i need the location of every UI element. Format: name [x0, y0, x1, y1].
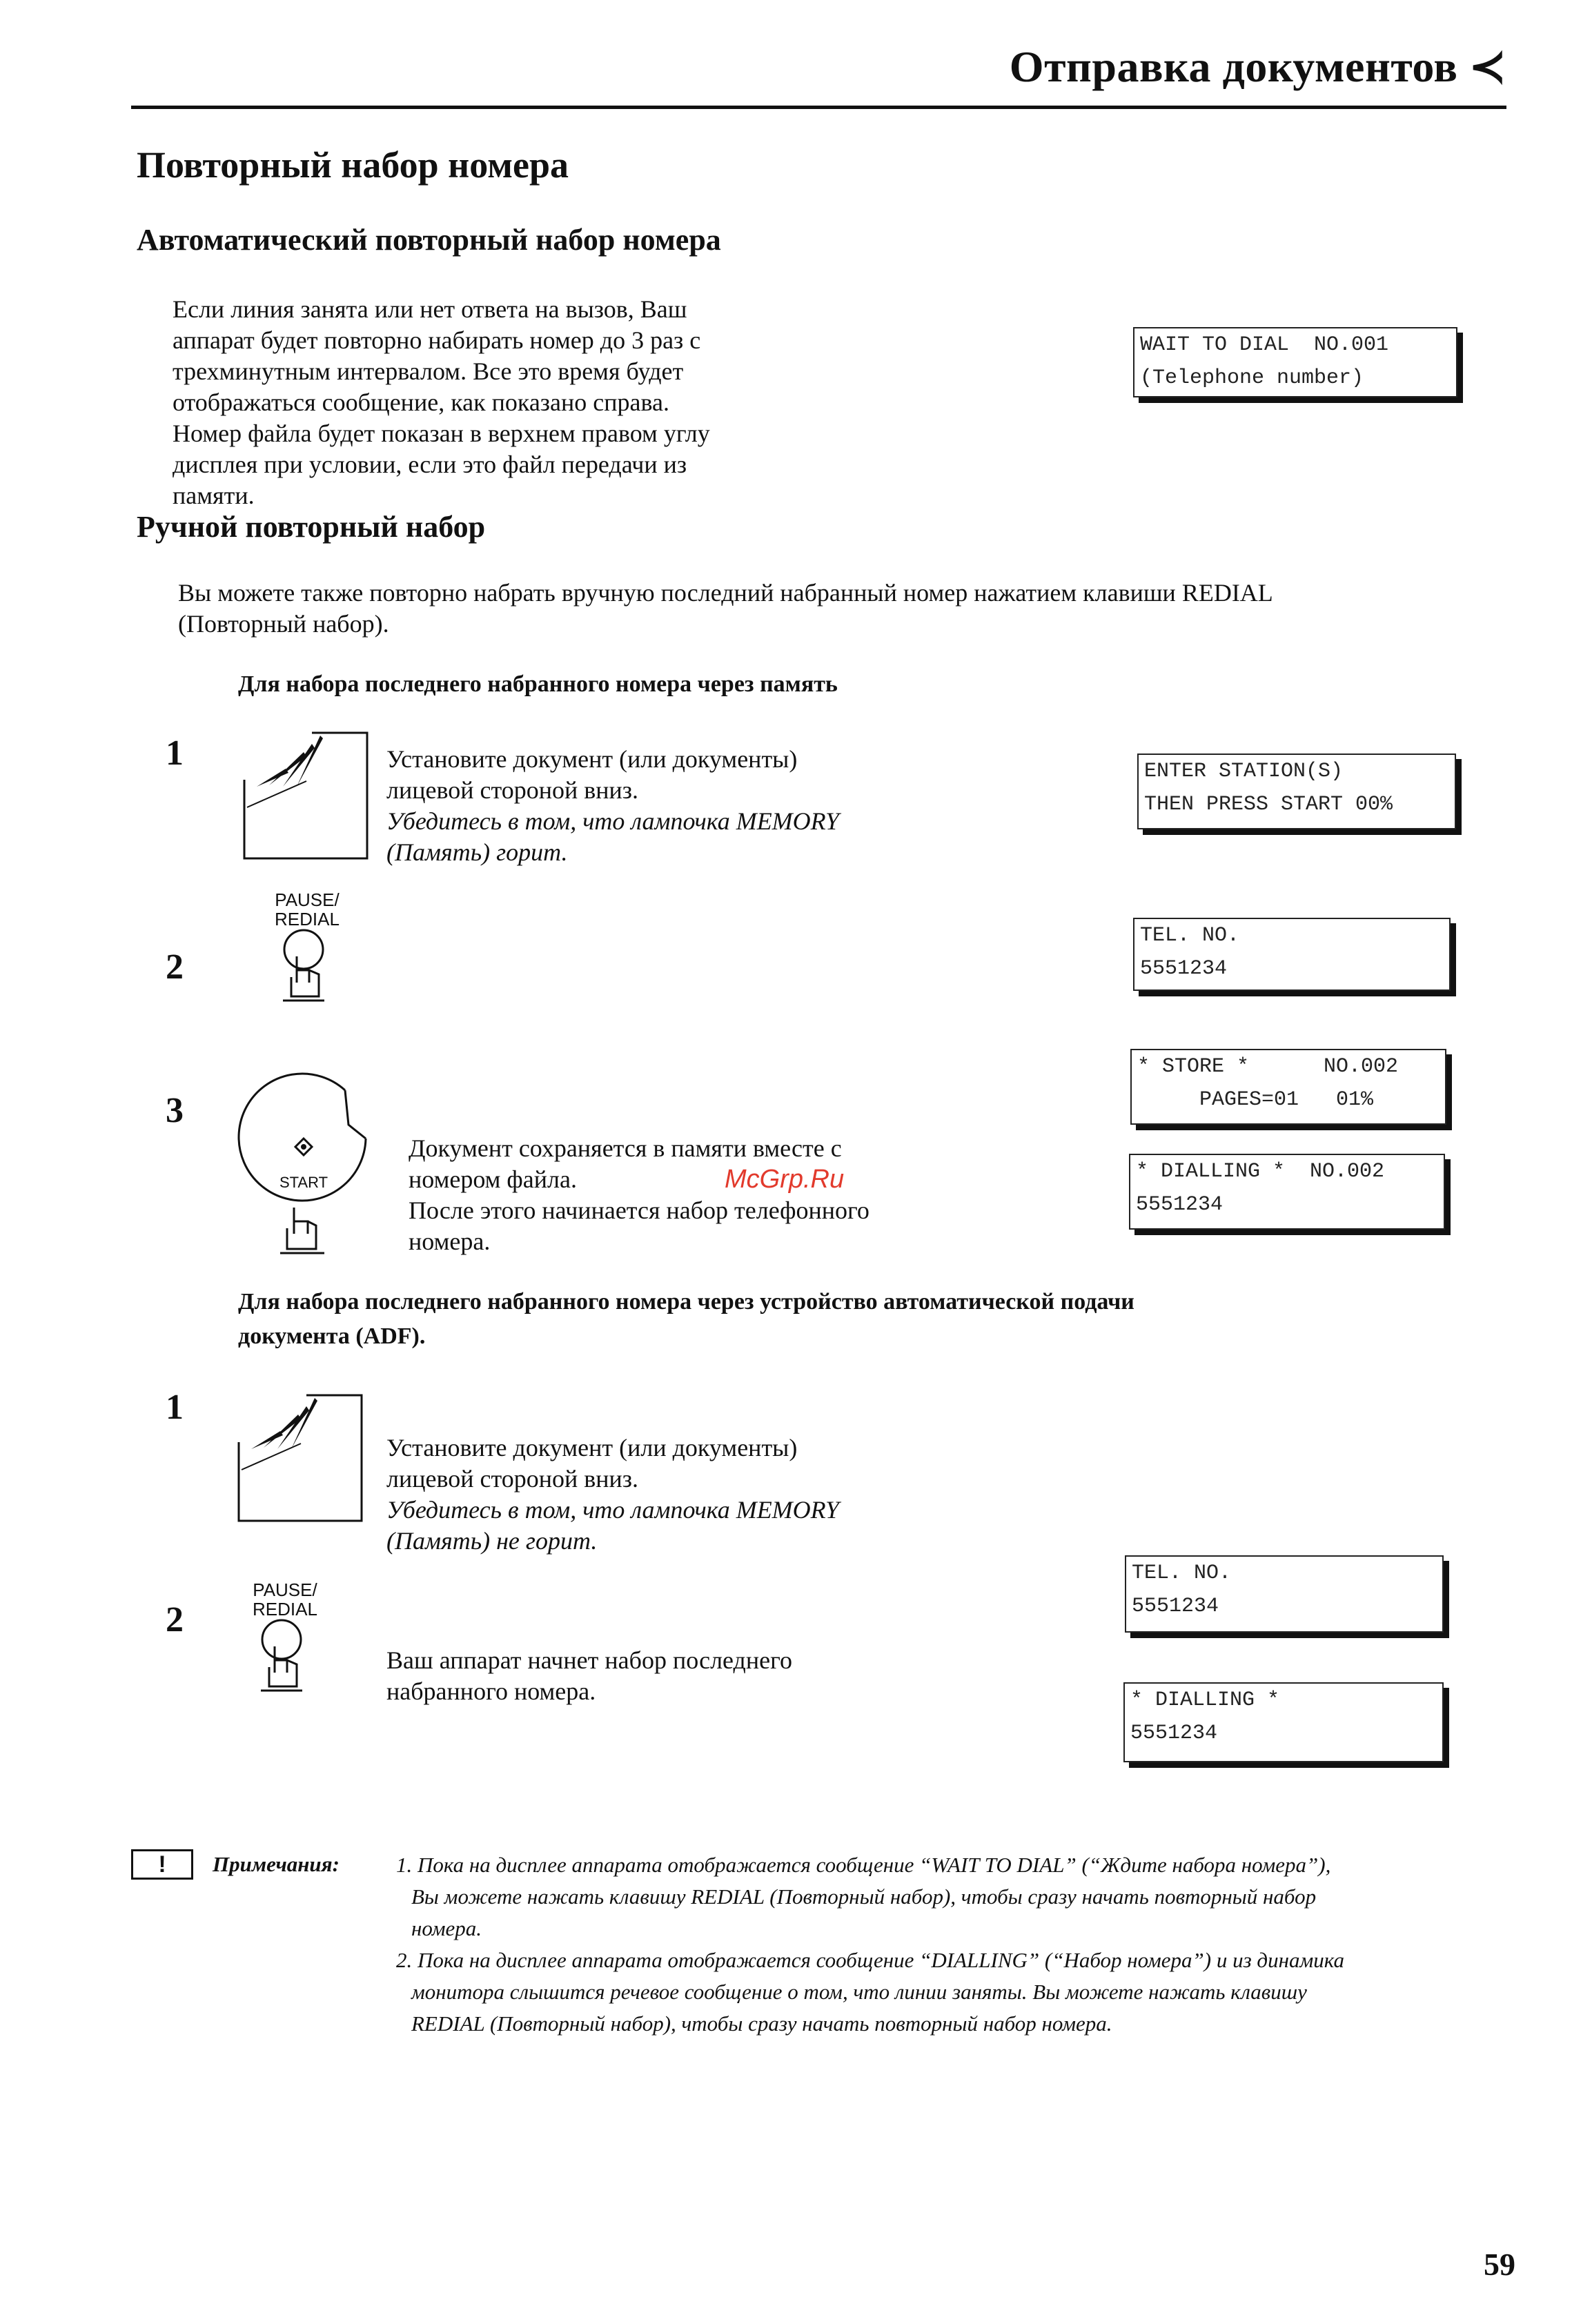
- text-line: После этого начинается набор телефонного: [409, 1197, 869, 1224]
- page-number: 59: [1484, 2247, 1515, 2282]
- text-line: дисплея при условии, если это файл передачи из: [173, 451, 687, 478]
- note-line: номера.: [411, 1916, 482, 1940]
- text-line: Убедитесь в том, что лампочка MEMORY: [386, 807, 840, 835]
- text-line: (Повторный набор).: [178, 610, 389, 638]
- text-line: Номер файла будет показан в верхнем правом углу: [173, 420, 710, 447]
- text-line: отображаться сообщение, как показано справа.: [173, 388, 669, 416]
- lcd-line: * DIALLING *: [1130, 1688, 1280, 1712]
- text-line: Установите документ (или документы): [386, 745, 798, 773]
- step-number: 2: [166, 1600, 184, 1639]
- text-line: лицевой стороной вниз.: [386, 776, 639, 804]
- header-rule: [131, 106, 1506, 109]
- lcd-line: 5551234: [1132, 1595, 1219, 1618]
- auto-redial-heading: Автоматический повторный набор номера: [137, 223, 721, 257]
- text-line: Ваш аппарат начнет набор последнего: [386, 1646, 792, 1674]
- lcd-line: 5551234: [1136, 1193, 1224, 1217]
- text-line: Убедитесь в том, что лампочка MEMORY: [386, 1496, 840, 1524]
- note-line: REDIAL (Повторный набор), чтобы сразу начать повторный набор номера.: [411, 2011, 1112, 2036]
- text-line: документа (ADF).: [238, 1323, 426, 1349]
- text-line: аппарат будет повторно набирать номер до 3 раз с: [173, 326, 701, 354]
- text-line: Документ сохраняется в памяти вместе с: [409, 1134, 842, 1162]
- pause-redial-key-label: [262, 890, 352, 929]
- text-line: трехминутным интервалом. Все это время будет: [173, 357, 684, 385]
- warning-icon: !: [131, 1849, 193, 1880]
- lcd-line: * DIALLING * NO.002: [1136, 1160, 1385, 1183]
- key-label-line: PAUSE/: [253, 1579, 317, 1600]
- adf-step2-text: [386, 1645, 792, 1707]
- text-line: Для набора последнего набранного номера через устройство автоматической подачи: [238, 1289, 1134, 1314]
- text-line: памяти.: [173, 482, 255, 509]
- adf-step1-text: [386, 1432, 839, 1557]
- text-line: набранного номера.: [386, 1677, 596, 1705]
- memory-step3-text: [409, 1133, 869, 1257]
- header-title: Отправка документов: [1009, 42, 1458, 91]
- memory-step1-text: [386, 744, 839, 868]
- lcd-tel-no: [1133, 918, 1451, 991]
- step-number: 1: [166, 733, 184, 773]
- lcd-line: TEL. NO.: [1132, 1562, 1232, 1585]
- redial-key-press-icon: [276, 929, 331, 1005]
- text-line: Если линия занята или нет ответа на вызов, Ваш: [173, 295, 687, 323]
- note-line: 2. Пока на дисплее аппарата отображается сообщение “DIALLING” (“Набор номера”) и из динамика: [396, 1948, 1345, 1972]
- key-label-line: REDIAL: [253, 1599, 317, 1619]
- key-label-line: REDIAL: [275, 909, 340, 929]
- manual-redial-heading: Ручной повторный набор: [137, 510, 486, 544]
- notes-text: [396, 1849, 1344, 2040]
- step-number: 3: [166, 1091, 184, 1130]
- key-label-line: PAUSE/: [275, 889, 340, 910]
- lcd-wait-to-dial: [1133, 327, 1457, 397]
- lcd-line: (Telephone number): [1140, 366, 1364, 390]
- document-feed-icon: [243, 731, 370, 860]
- watermark: McGrp.Ru: [725, 1165, 845, 1194]
- note-line: 1. Пока на дисплее аппарата отображается сообщение “WAIT TO DIAL” (“Ждите набора номера”),: [396, 1853, 1331, 1877]
- section-title: Повторный набор номера: [137, 144, 569, 186]
- lcd-line: PAGES=01 01%: [1137, 1088, 1374, 1112]
- step-number: 2: [166, 947, 184, 987]
- adf-subheading: [238, 1285, 1134, 1354]
- text-line: номера.: [409, 1228, 491, 1255]
- text-line: Установите документ (или документы): [386, 1434, 798, 1461]
- redial-key-press-icon: [254, 1619, 309, 1695]
- text-line: Вы можете также повторно набрать вручную последний набранный номер нажатием клавиши REDIAL: [178, 579, 1273, 607]
- lcd-line: 5551234: [1130, 1722, 1218, 1745]
- notes-label: Примечания:: [213, 1852, 340, 1876]
- memory-subheading: Для набора последнего набранного номера через память: [238, 671, 838, 697]
- lcd-store: [1130, 1049, 1446, 1125]
- lcd-line: * STORE * NO.002: [1137, 1055, 1399, 1079]
- start-key-label: START: [279, 1174, 328, 1191]
- lcd-dialling-adf: [1123, 1682, 1444, 1762]
- note-line: монитора слышится речевое сообщение о том, что линии заняты. Вы можете нажать клавишу: [411, 1980, 1307, 2004]
- lcd-line: THEN PRESS START 00%: [1144, 793, 1393, 816]
- manual-redial-text: [178, 578, 1273, 640]
- lcd-enter-station: [1137, 754, 1456, 829]
- text-line: лицевой стороной вниз.: [386, 1465, 639, 1493]
- lcd-line: ENTER STATION(S): [1144, 760, 1344, 783]
- document-feed-icon: [237, 1394, 364, 1522]
- text-line: (Память) горит.: [386, 838, 568, 866]
- pause-redial-key-label: [240, 1580, 330, 1619]
- lcd-line: WAIT TO DIAL NO.001: [1140, 333, 1389, 357]
- header-arrow-icon: ≺: [1468, 42, 1506, 91]
- step-number: 1: [166, 1388, 184, 1427]
- text-line: номером файла.: [409, 1165, 577, 1193]
- running-header: [1010, 41, 1506, 92]
- auto-redial-text: [173, 294, 710, 511]
- lcd-tel-no-adf: [1125, 1555, 1444, 1633]
- lcd-line: TEL. NO.: [1140, 924, 1240, 947]
- lcd-line: 5551234: [1140, 957, 1228, 981]
- lcd-dialling-memory: [1129, 1154, 1445, 1230]
- note-line: Вы можете нажать клавишу REDIAL (Повторный набор), чтобы сразу начать повторный набор: [411, 1884, 1317, 1909]
- text-line: (Память) не горит.: [386, 1527, 598, 1555]
